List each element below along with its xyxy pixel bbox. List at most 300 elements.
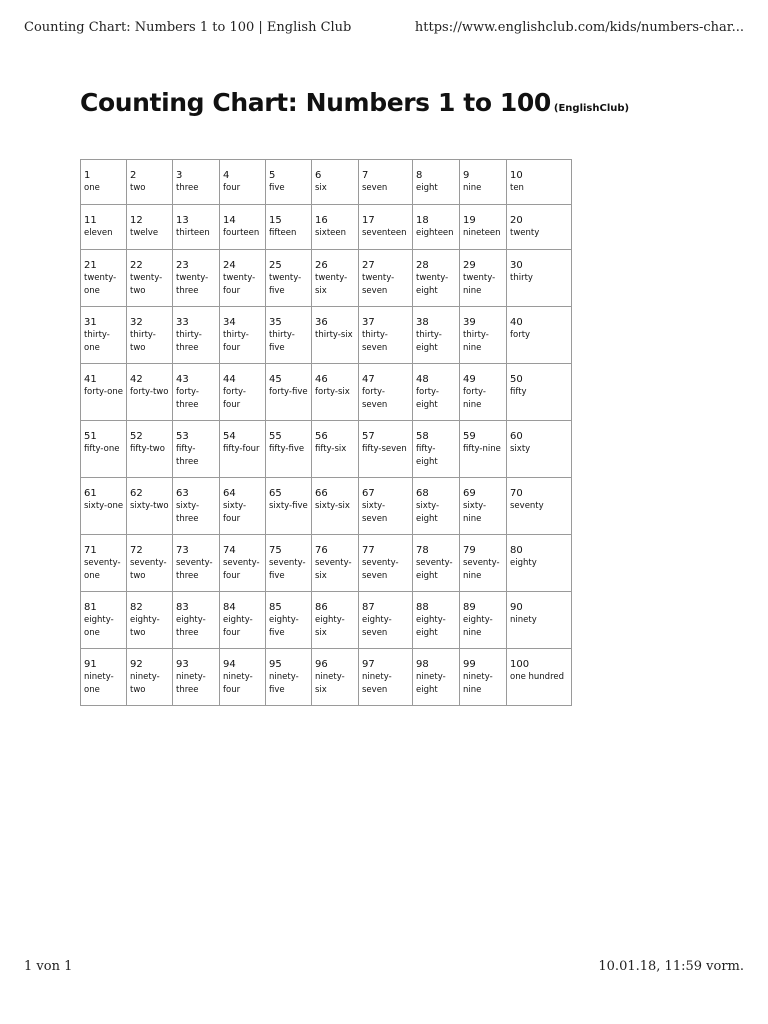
number-digit: 74 — [223, 545, 236, 556]
number-word: sixty-one — [84, 501, 124, 511]
number-digit: 5 — [269, 170, 276, 181]
number-word: forty-nine — [463, 387, 486, 410]
number-word: eighty-one — [84, 615, 114, 638]
number-cell — [312, 205, 359, 250]
print-footer-page-number: 1 von 1 — [24, 959, 73, 974]
number-word: nineteen — [463, 228, 501, 238]
number-word: sixteen — [315, 228, 346, 238]
number-digit: 21 — [84, 260, 97, 271]
number-digit: 10 — [510, 170, 523, 181]
number-digit: 72 — [130, 545, 143, 556]
number-word: seventeen — [362, 228, 407, 238]
number-digit: 28 — [416, 260, 429, 271]
number-digit: 94 — [223, 659, 236, 670]
number-digit: 76 — [315, 545, 328, 556]
number-word: forty-three — [176, 387, 199, 410]
number-digit: 100 — [510, 659, 530, 670]
number-word: seventy — [510, 501, 544, 511]
table-row — [81, 421, 572, 478]
number-digit: 35 — [269, 317, 282, 328]
page-title: Counting Chart: Numbers 1 to 100 — [80, 88, 551, 117]
number-cell — [460, 307, 507, 364]
number-word: twenty-eight — [416, 273, 449, 296]
number-word: sixty-four — [223, 501, 247, 524]
number-cell — [173, 649, 220, 706]
number-digit: 32 — [130, 317, 143, 328]
number-word: forty-two — [130, 387, 169, 397]
number-cell — [173, 250, 220, 307]
number-cell — [266, 421, 312, 478]
number-cell — [413, 478, 460, 535]
number-word: seventy-eight — [416, 558, 453, 581]
number-word: eighty-nine — [463, 615, 493, 638]
number-word: eighty-three — [176, 615, 206, 638]
number-word: eighty-two — [130, 615, 160, 638]
number-cell — [312, 592, 359, 649]
number-digit: 90 — [510, 602, 523, 613]
number-digit: 82 — [130, 602, 143, 613]
number-word: seventy-five — [269, 558, 306, 581]
number-word: thirteen — [176, 228, 210, 238]
number-word: fifty-nine — [463, 444, 501, 454]
number-cell — [127, 592, 173, 649]
number-word: twenty-six — [315, 273, 348, 296]
number-word: ninety-two — [130, 672, 160, 695]
number-cell — [359, 160, 413, 205]
number-digit: 43 — [176, 374, 189, 385]
number-digit: 51 — [84, 431, 97, 442]
number-digit: 63 — [176, 488, 189, 499]
number-cell — [507, 535, 572, 592]
number-word: seventy-six — [315, 558, 352, 581]
number-word: twenty-four — [223, 273, 256, 296]
number-cell — [312, 160, 359, 205]
number-digit: 9 — [463, 170, 470, 181]
number-cell — [460, 205, 507, 250]
number-word: six — [315, 183, 327, 193]
number-word: fifty-six — [315, 444, 347, 454]
number-cell — [127, 307, 173, 364]
number-digit: 23 — [176, 260, 189, 271]
number-word: forty-five — [269, 387, 308, 397]
number-digit: 81 — [84, 602, 97, 613]
number-cell — [81, 307, 127, 364]
number-cell — [127, 478, 173, 535]
number-word: ninety-five — [269, 672, 299, 695]
number-digit: 15 — [269, 215, 282, 226]
number-word: fifty-three — [176, 444, 199, 467]
number-digit: 47 — [362, 374, 375, 385]
number-cell — [359, 250, 413, 307]
page-heading — [80, 88, 629, 117]
number-cell — [81, 535, 127, 592]
number-cell — [507, 250, 572, 307]
number-cell — [413, 307, 460, 364]
number-cell — [127, 205, 173, 250]
number-cell — [312, 364, 359, 421]
number-digit: 26 — [315, 260, 328, 271]
number-cell — [507, 421, 572, 478]
number-digit: 58 — [416, 431, 429, 442]
number-cell — [507, 592, 572, 649]
number-digit: 55 — [269, 431, 282, 442]
number-cell — [312, 478, 359, 535]
number-word: seventy-one — [84, 558, 121, 581]
number-digit: 22 — [130, 260, 143, 271]
number-cell — [81, 160, 127, 205]
number-cell — [460, 421, 507, 478]
number-cell — [460, 649, 507, 706]
number-digit: 92 — [130, 659, 143, 670]
number-digit: 34 — [223, 317, 236, 328]
number-digit: 77 — [362, 545, 375, 556]
number-cell — [359, 364, 413, 421]
number-digit: 88 — [416, 602, 429, 613]
number-digit: 78 — [416, 545, 429, 556]
number-word: ninety-seven — [362, 672, 392, 695]
number-cell — [266, 307, 312, 364]
counting-chart-body — [81, 160, 572, 706]
number-cell — [127, 421, 173, 478]
number-digit: 96 — [315, 659, 328, 670]
number-digit: 19 — [463, 215, 476, 226]
number-cell — [507, 649, 572, 706]
print-footer-timestamp: 10.01.18, 11:59 vorm. — [598, 959, 744, 974]
number-cell — [413, 421, 460, 478]
number-cell — [266, 592, 312, 649]
number-cell — [127, 535, 173, 592]
number-digit: 20 — [510, 215, 523, 226]
number-digit: 66 — [315, 488, 328, 499]
number-digit: 50 — [510, 374, 523, 385]
number-cell — [173, 535, 220, 592]
number-digit: 65 — [269, 488, 282, 499]
number-word: sixty-three — [176, 501, 200, 524]
number-word: eighty-four — [223, 615, 253, 638]
number-cell — [413, 592, 460, 649]
table-row — [81, 478, 572, 535]
number-digit: 48 — [416, 374, 429, 385]
number-cell — [460, 364, 507, 421]
number-word: forty — [510, 330, 531, 340]
number-word: five — [269, 183, 285, 193]
number-cell — [507, 307, 572, 364]
number-digit: 79 — [463, 545, 476, 556]
number-cell — [413, 535, 460, 592]
number-cell — [266, 649, 312, 706]
number-digit: 56 — [315, 431, 328, 442]
number-word: thirty-seven — [362, 330, 388, 353]
number-cell — [220, 478, 266, 535]
number-word: fifteen — [269, 228, 297, 238]
number-word: twenty-five — [269, 273, 302, 296]
number-digit: 84 — [223, 602, 236, 613]
number-word: four — [223, 183, 241, 193]
number-digit: 49 — [463, 374, 476, 385]
number-word: eighty-eight — [416, 615, 446, 638]
number-cell — [359, 535, 413, 592]
number-cell — [507, 478, 572, 535]
number-word: three — [176, 183, 199, 193]
number-word: sixty-six — [315, 501, 350, 511]
counting-chart-table — [80, 159, 572, 706]
number-word: sixty-eight — [416, 501, 440, 524]
number-word: eighty-five — [269, 615, 299, 638]
number-cell — [359, 649, 413, 706]
number-cell — [220, 421, 266, 478]
number-cell — [220, 307, 266, 364]
number-digit: 80 — [510, 545, 523, 556]
number-word: eight — [416, 183, 438, 193]
number-cell — [127, 364, 173, 421]
number-cell — [220, 535, 266, 592]
print-header-url: https://www.englishclub.com/kids/numbers-char... — [414, 20, 744, 35]
number-digit: 39 — [463, 317, 476, 328]
number-digit: 33 — [176, 317, 189, 328]
number-digit: 30 — [510, 260, 523, 271]
number-cell — [127, 649, 173, 706]
number-word: fifty-one — [84, 444, 120, 454]
number-digit: 27 — [362, 260, 375, 271]
number-word: thirty-five — [269, 330, 295, 353]
number-digit: 31 — [84, 317, 97, 328]
number-digit: 11 — [84, 215, 97, 226]
number-cell — [507, 364, 572, 421]
number-word: eighty-seven — [362, 615, 392, 638]
number-word: seventy-three — [176, 558, 213, 581]
number-cell — [359, 592, 413, 649]
number-cell — [312, 535, 359, 592]
number-digit: 16 — [315, 215, 328, 226]
number-word: thirty-two — [130, 330, 156, 353]
number-cell — [413, 364, 460, 421]
number-cell — [312, 649, 359, 706]
number-digit: 97 — [362, 659, 375, 670]
number-word: ninety-three — [176, 672, 206, 695]
number-cell — [413, 250, 460, 307]
number-word: thirty-three — [176, 330, 202, 353]
number-word: twenty-seven — [362, 273, 395, 296]
number-cell — [460, 160, 507, 205]
number-digit: 38 — [416, 317, 429, 328]
number-word: nine — [463, 183, 482, 193]
number-cell — [312, 250, 359, 307]
number-word: fourteen — [223, 228, 260, 238]
number-digit: 91 — [84, 659, 97, 670]
number-digit: 1 — [84, 170, 91, 181]
number-cell — [359, 205, 413, 250]
number-digit: 69 — [463, 488, 476, 499]
number-word: fifty-two — [130, 444, 165, 454]
number-cell — [266, 478, 312, 535]
print-header-title: Counting Chart: Numbers 1 to 100 | English Club — [24, 20, 352, 35]
number-cell — [81, 649, 127, 706]
number-digit: 2 — [130, 170, 137, 181]
number-word: twenty-two — [130, 273, 163, 296]
number-word: seventy-four — [223, 558, 260, 581]
number-digit: 62 — [130, 488, 143, 499]
number-digit: 59 — [463, 431, 476, 442]
number-word: sixty-seven — [362, 501, 388, 524]
number-cell — [127, 250, 173, 307]
number-digit: 93 — [176, 659, 189, 670]
number-digit: 4 — [223, 170, 230, 181]
number-digit: 95 — [269, 659, 282, 670]
print-header — [24, 20, 744, 38]
number-digit: 68 — [416, 488, 429, 499]
number-cell — [127, 160, 173, 205]
table-row — [81, 250, 572, 307]
number-word: thirty-one — [84, 330, 110, 353]
number-word: eighteen — [416, 228, 454, 238]
number-digit: 6 — [315, 170, 322, 181]
table-row — [81, 307, 572, 364]
number-cell — [460, 535, 507, 592]
number-word: sixty — [510, 444, 531, 454]
number-cell — [359, 478, 413, 535]
number-cell — [220, 649, 266, 706]
number-word: forty-seven — [362, 387, 388, 410]
number-cell — [507, 160, 572, 205]
number-digit: 99 — [463, 659, 476, 670]
number-word: thirty-four — [223, 330, 249, 353]
number-word: twenty — [510, 228, 540, 238]
number-word: sixty-two — [130, 501, 169, 511]
number-word: seventy-two — [130, 558, 167, 581]
number-digit: 89 — [463, 602, 476, 613]
number-word: ten — [510, 183, 524, 193]
number-cell — [81, 250, 127, 307]
number-digit: 44 — [223, 374, 236, 385]
number-digit: 7 — [362, 170, 369, 181]
number-word: fifty-five — [269, 444, 305, 454]
number-digit: 24 — [223, 260, 236, 271]
number-digit: 8 — [416, 170, 423, 181]
number-digit: 86 — [315, 602, 328, 613]
number-word: ninety-one — [84, 672, 114, 695]
number-digit: 61 — [84, 488, 97, 499]
number-cell — [173, 205, 220, 250]
number-digit: 85 — [269, 602, 282, 613]
page-subtitle: (EnglishClub) — [553, 103, 630, 114]
number-digit: 12 — [130, 215, 143, 226]
number-word: ninety — [510, 615, 537, 625]
number-cell — [173, 160, 220, 205]
number-word: eleven — [84, 228, 113, 238]
number-cell — [220, 250, 266, 307]
table-row — [81, 364, 572, 421]
number-digit: 71 — [84, 545, 97, 556]
number-cell — [312, 307, 359, 364]
number-word: ninety-eight — [416, 672, 446, 695]
number-cell — [220, 205, 266, 250]
number-cell — [266, 535, 312, 592]
number-cell — [81, 592, 127, 649]
number-word: thirty-nine — [463, 330, 489, 353]
number-word: seven — [362, 183, 388, 193]
number-word: ninety-nine — [463, 672, 493, 695]
table-row — [81, 205, 572, 250]
number-word: thirty-eight — [416, 330, 442, 353]
number-word: one hundred — [510, 672, 565, 682]
number-word: twenty-nine — [463, 273, 496, 296]
number-word: sixty-five — [269, 501, 308, 511]
number-cell — [413, 205, 460, 250]
number-word: ninety-six — [315, 672, 345, 695]
number-cell — [266, 205, 312, 250]
number-digit: 17 — [362, 215, 375, 226]
table-row — [81, 592, 572, 649]
number-digit: 87 — [362, 602, 375, 613]
number-word: eighty-six — [315, 615, 345, 638]
number-digit: 3 — [176, 170, 183, 181]
number-digit: 45 — [269, 374, 282, 385]
number-cell — [266, 160, 312, 205]
number-cell — [81, 364, 127, 421]
number-cell — [359, 307, 413, 364]
number-word: thirty — [510, 273, 533, 283]
number-word: forty-eight — [416, 387, 439, 410]
number-digit: 60 — [510, 431, 523, 442]
number-word: twenty-three — [176, 273, 209, 296]
number-word: fifty-four — [223, 444, 260, 454]
number-cell — [220, 160, 266, 205]
number-digit: 41 — [84, 374, 97, 385]
number-digit: 46 — [315, 374, 328, 385]
number-cell — [220, 592, 266, 649]
number-digit: 36 — [315, 317, 328, 328]
number-digit: 83 — [176, 602, 189, 613]
number-word: thirty-six — [315, 330, 353, 340]
number-digit: 98 — [416, 659, 429, 670]
number-word: fifty-seven — [362, 444, 407, 454]
number-cell — [266, 250, 312, 307]
number-digit: 64 — [223, 488, 236, 499]
number-cell — [81, 421, 127, 478]
number-word: twenty-one — [84, 273, 117, 296]
number-digit: 52 — [130, 431, 143, 442]
number-word: two — [130, 183, 146, 193]
number-word: forty-four — [223, 387, 246, 410]
number-cell — [460, 478, 507, 535]
table-row — [81, 160, 572, 205]
number-word: forty-one — [84, 387, 123, 397]
number-cell — [266, 364, 312, 421]
table-row — [81, 535, 572, 592]
number-word: fifty-eight — [416, 444, 438, 467]
number-digit: 29 — [463, 260, 476, 271]
number-digit: 18 — [416, 215, 429, 226]
number-cell — [413, 160, 460, 205]
number-cell — [173, 307, 220, 364]
number-digit: 37 — [362, 317, 375, 328]
number-digit: 25 — [269, 260, 282, 271]
number-digit: 54 — [223, 431, 236, 442]
number-digit: 75 — [269, 545, 282, 556]
number-cell — [359, 421, 413, 478]
number-digit: 57 — [362, 431, 375, 442]
number-digit: 53 — [176, 431, 189, 442]
table-row — [81, 649, 572, 706]
number-word: seventy-nine — [463, 558, 500, 581]
number-digit: 73 — [176, 545, 189, 556]
number-digit: 70 — [510, 488, 523, 499]
number-digit: 67 — [362, 488, 375, 499]
number-cell — [460, 592, 507, 649]
number-cell — [173, 364, 220, 421]
number-digit: 14 — [223, 215, 236, 226]
number-word: fifty — [510, 387, 527, 397]
